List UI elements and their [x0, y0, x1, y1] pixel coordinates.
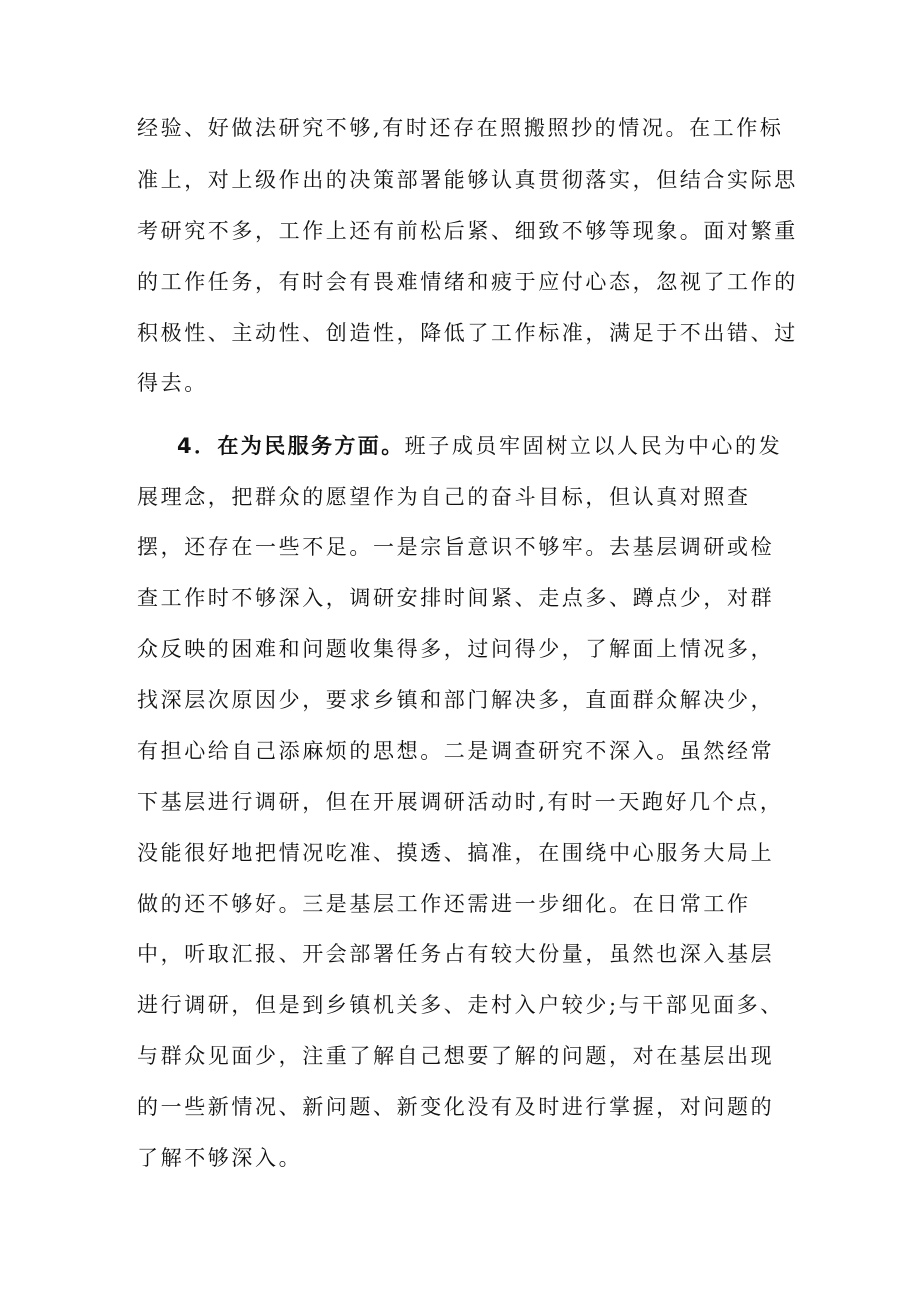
paragraph-line: 做的还不够好。三是基层工作还需进一步细化。在日常工作 [137, 892, 751, 916]
paragraph-line: 有担心给自己添麻烦的思想。二是调查研究不深入。虽然经常 [137, 739, 775, 763]
paragraph-line: 的工作任务，有时会有畏难情绪和疲于应付心态，忽视了工作的 [137, 270, 798, 294]
paragraph-line: 了解不够深入。 [137, 1146, 303, 1170]
paragraph-line: 查工作时不够深入，调研安排时间紧、走点多、蹲点少，对群 [137, 586, 775, 610]
section-heading: 4．在为民服务方面。 [177, 434, 405, 458]
section-heading-line [177, 426, 782, 466]
paragraph-line: 没能很好地把情况吃准、摸透、搞准，在围绕中心服务大局上 [137, 841, 775, 865]
paragraph-line: 经验、好做法研究不够,有时还存在照搬照抄的情况。在工作标 [137, 116, 784, 140]
paragraph-line: 进行调研，但是到乡镇机关多、走村入户较少;与干部见面多、 [137, 993, 784, 1017]
section-first-line-text: 班子成员牢固树立以人民为中心的发 [404, 434, 783, 458]
paragraph-line: 的一些新情况、新问题、新变化没有及时进行掌握，对问题的 [137, 1095, 775, 1119]
paragraph-line: 考研究不多，工作上还有前松后紧、细致不够等现象。面对繁重 [137, 219, 798, 243]
paragraph-line: 与群众见面少，注重了解自己想要了解的问题，对在基层出现 [137, 1044, 775, 1068]
paragraph-line: 摆，还存在一些不足。一是宗旨意识不够牢。去基层调研或检 [137, 535, 775, 559]
paragraph-line: 众反映的困难和问题收集得多，过问得少，了解面上情况多， [137, 637, 775, 661]
paragraph-line: 找深层次原因少，要求乡镇和部门解决多，直面群众解决少， [137, 688, 775, 712]
paragraph-line: 得去。 [137, 371, 208, 395]
paragraph-line: 展理念，把群众的愿望作为自己的奋斗目标，但认真对照查 [137, 485, 751, 509]
paragraph-line: 下基层进行调研，但在开展调研活动时,有时一天跑好几个点， [137, 790, 784, 814]
paragraph-line: 准上，对上级作出的决策部署能够认真贯彻落实，但结合实际思 [137, 168, 798, 192]
paragraph-line: 积极性、主动性、创造性，降低了工作标准，满足于不出错、过 [137, 321, 798, 345]
paragraph-line: 中，听取汇报、开会部署任务占有较大份量，虽然也深入基层 [137, 942, 775, 966]
